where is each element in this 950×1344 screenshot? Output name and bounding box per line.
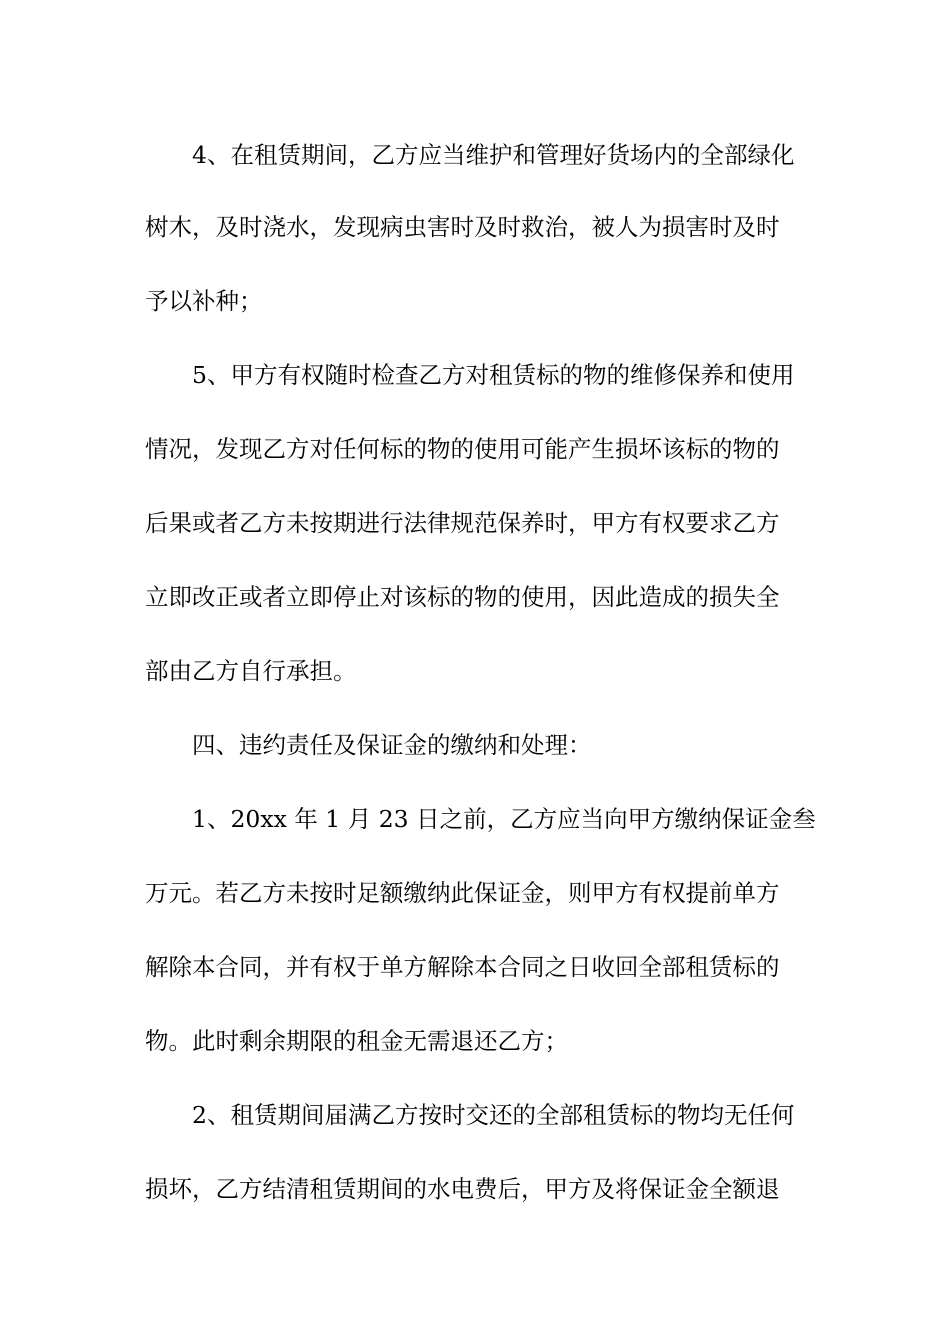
paragraph-line: 2、租赁期间届满乙方按时交还的全部租赁标的物均无任何 xyxy=(192,1101,795,1129)
paragraph-line: 后果或者乙方未按期进行法律规范保养时，甲方有权要求乙方 xyxy=(145,509,780,537)
paragraph-line: 物。此时剩余期限的租金无需退还乙方； xyxy=(145,1027,568,1055)
paragraph-line: 解除本合同，并有权于单方解除本合同之日收回全部租赁标的 xyxy=(145,953,780,981)
paragraph-line: 予以补种； xyxy=(145,287,263,315)
section-heading: 四、违约责任及保证金的缴纳和处理： xyxy=(192,731,592,759)
paragraph-line: 4、在租赁期间，乙方应当维护和管理好货场内的全部绿化 xyxy=(192,141,795,169)
paragraph-line: 损坏，乙方结清租赁期间的水电费后，甲方及将保证金全额退 xyxy=(145,1175,780,1203)
paragraph-line: 1、20xx 年 1 月 23 日之前，乙方应当向甲方缴纳保证金叁 xyxy=(192,805,816,833)
paragraph-line: 树木，及时浇水，发现病虫害时及时救治，被人为损害时及时 xyxy=(145,213,780,241)
paragraph-line: 部由乙方自行承担。 xyxy=(145,657,357,685)
paragraph-line: 5、甲方有权随时检查乙方对租赁标的物的维修保养和使用 xyxy=(192,361,795,389)
paragraph-line: 情况，发现乙方对任何标的物的使用可能产生损坏该标的物的 xyxy=(145,435,780,463)
paragraph-line: 立即改正或者立即停止对该标的物的使用，因此造成的损失全 xyxy=(145,583,780,611)
paragraph-line: 万元。若乙方未按时足额缴纳此保证金，则甲方有权提前单方 xyxy=(145,879,780,907)
